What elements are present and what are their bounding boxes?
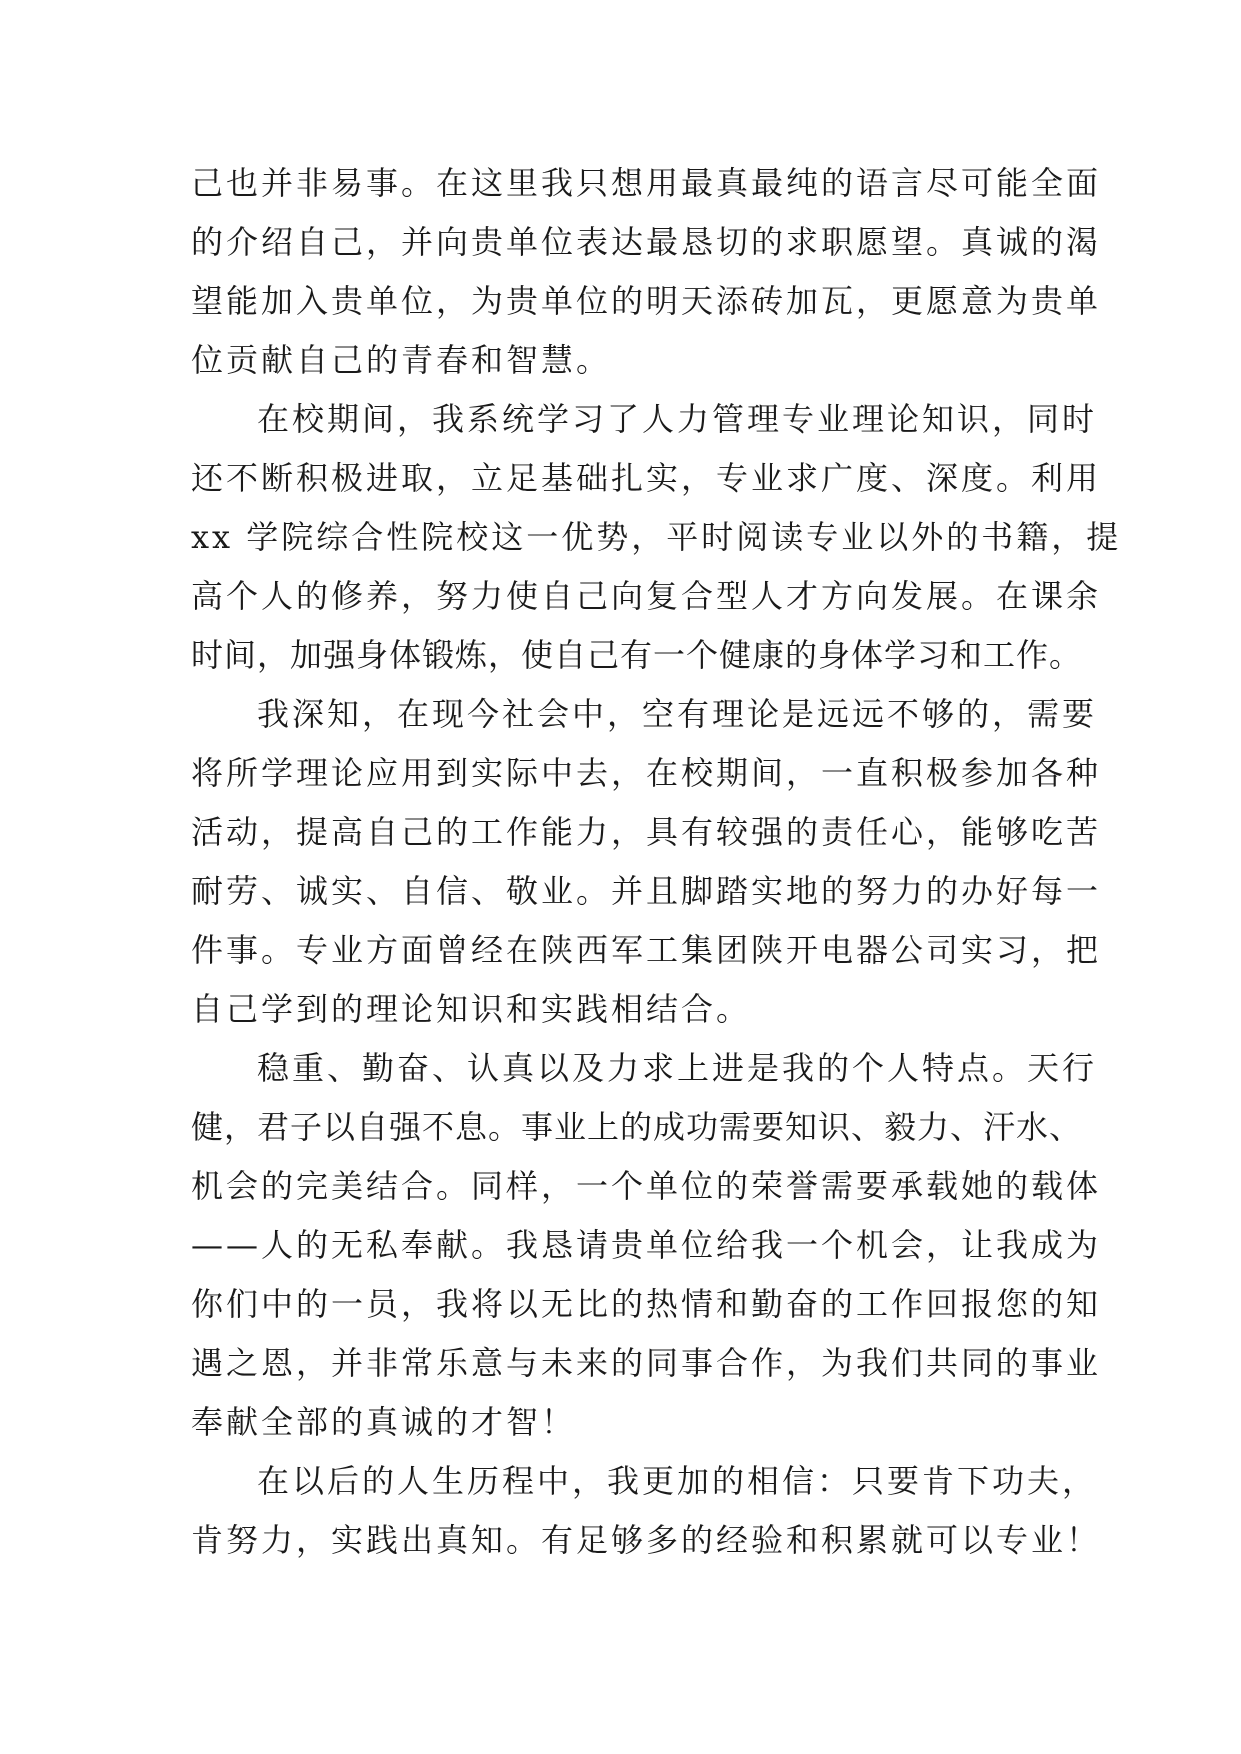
text-line: 遇之恩，并非常乐意与未来的同事合作，为我们共同的事业 <box>191 1344 1102 1382</box>
text-line: 望能加入贵单位，为贵单位的明天添砖加瓦，更愿意为贵单 <box>191 282 1102 320</box>
paragraph-3 <box>191 685 1102 1039</box>
text-line: 在校期间，我系统学习了人力管理专业理论知识，同时 <box>257 400 1098 438</box>
text-line: xx 学院综合性院校这一优势，平时阅读专业以外的书籍，提 <box>191 518 1122 556</box>
text-line: 将所学理论应用到实际中去，在校期间，一直积极参加各种 <box>191 754 1102 792</box>
text-line: 在以后的人生历程中，我更加的相信：只要肯下功夫， <box>257 1462 1098 1500</box>
text-line: 我深知，在现今社会中，空有理论是远远不够的，需要 <box>257 695 1098 733</box>
paragraph-1 <box>191 154 1102 390</box>
text-line: 高个人的修养，努力使自己向复合型人才方向发展。在课余 <box>191 577 1102 615</box>
paragraph-4 <box>191 1039 1102 1452</box>
text-line: 自己学到的理论知识和实践相结合。 <box>191 990 752 1028</box>
text-line: 件事。专业方面曾经在陕西军工集团陕开电器公司实习，把 <box>191 931 1102 969</box>
text-line: 肯努力，实践出真知。有足够多的经验和积累就可以专业！ <box>191 1521 1102 1559</box>
text-line: 健，君子以自强不息。事业上的成功需要知识、毅力、汗水、 <box>191 1108 1083 1146</box>
text-line: 你们中的一员，我将以无比的热情和勤奋的工作回报您的知 <box>191 1285 1102 1323</box>
text-line: 时间，加强身体锻炼，使自己有一个健康的身体学习和工作。 <box>191 636 1083 674</box>
text-line: 还不断积极进取，立足基础扎实，专业求广度、深度。利用 <box>191 459 1102 497</box>
text-line: 奉献全部的真诚的才智！ <box>191 1403 577 1441</box>
text-line: 己也并非易事。在这里我只想用最真最纯的语言尽可能全面 <box>191 164 1102 202</box>
paragraph-5 <box>191 1452 1102 1570</box>
paragraph-2 <box>191 390 1122 685</box>
text-line: 机会的完美结合。同样，一个单位的荣誉需要承载她的载体 <box>191 1167 1102 1205</box>
text-line: 活动，提高自己的工作能力，具有较强的责任心，能够吃苦 <box>191 813 1102 851</box>
text-line: 稳重、勤奋、认真以及力求上进是我的个人特点。天行 <box>257 1049 1098 1087</box>
text-line: 位贡献自己的青春和智慧。 <box>191 341 612 379</box>
document-body <box>191 154 1122 1570</box>
text-line: 耐劳、诚实、自信、敬业。并且脚踏实地的努力的办好每一 <box>191 872 1102 910</box>
text-line: ——人的无私奉献。我恳请贵单位给我一个机会，让我成为 <box>191 1226 1102 1264</box>
text-line: 的介绍自己，并向贵单位表达最恳切的求职愿望。真诚的渴 <box>191 223 1102 261</box>
